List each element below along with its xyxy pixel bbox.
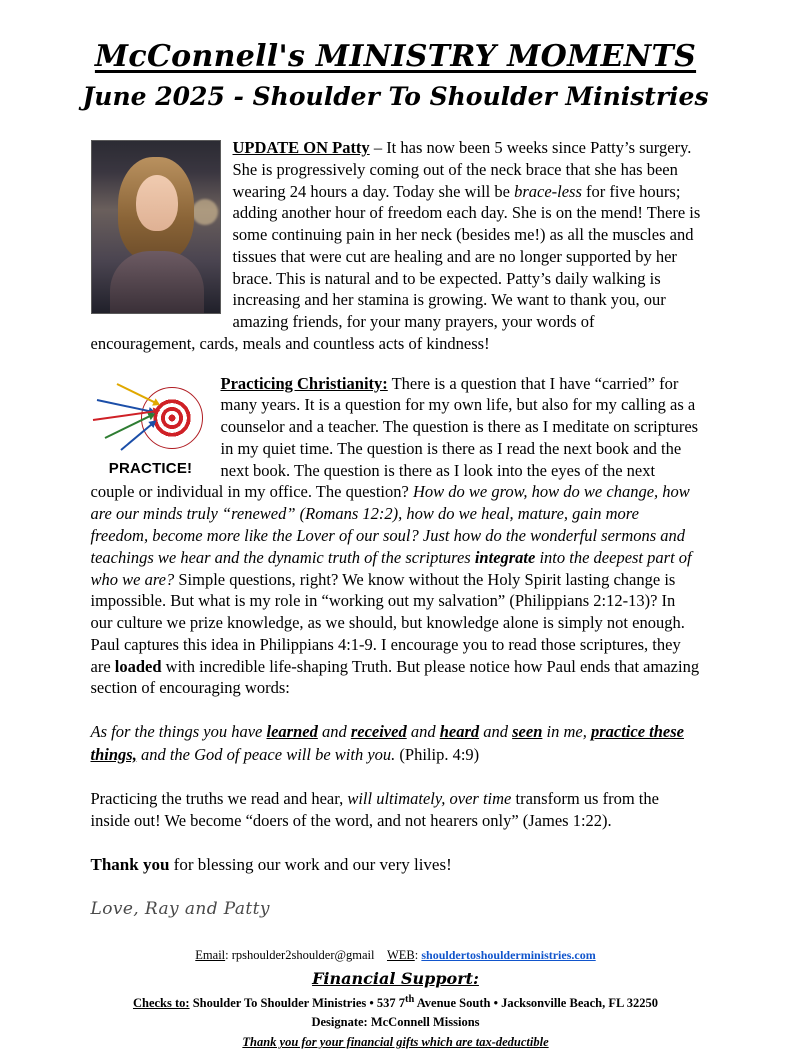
- financial-support-heading: Financial Support:: [312, 968, 479, 988]
- scripture-text-2: and: [317, 722, 351, 742]
- practicing-question-emphasis-cont: into the deepest part of who we are?: [90, 547, 692, 589]
- email-label: Email: [195, 948, 226, 963]
- practicing-text-1: There is a question that I have “carried” for many years. It is a question for my own life, but also for my calling as a counselor and a teacher. The question is there as I meditate on scriptures in my quiet time. The question is there as I read the next book and the next book. The question is there as I look into the eyes of the next couple or individual in my office. The question?: [90, 373, 699, 502]
- closing-text-1: Practicing the truths we read and hear,: [90, 789, 348, 809]
- closing-emphasis: will ultimately, over time: [347, 789, 512, 809]
- email-value: : rpshoulder2shoulder@gmail: [225, 948, 375, 963]
- practicing-heading: Practicing Christianity:: [220, 373, 388, 393]
- practicing-loaded-word: loaded: [114, 656, 162, 676]
- section-update-on-patty: [91, 137, 701, 355]
- thank-you-line: [91, 854, 701, 876]
- page-header: [0, 0, 791, 113]
- practice-target-figure: [91, 379, 211, 479]
- patty-emphasis-braceless: brace-less: [514, 181, 582, 201]
- closing-paragraph: [91, 788, 701, 832]
- scripture-text-1: As for the things you have: [90, 722, 267, 742]
- practicing-text-2: Simple questions, right? We know without the Holy Spirit lasting change is impossible. But what is my role in “working out my salvation” (Philippians 2:12-13)? In our culture we prize knowledge, as we should, but knowledge alone is simply not enough. Paul captures this idea in Philippians 4:1-9. I encourage you to read those scriptures, they are: [90, 569, 685, 676]
- footer-contact-line: Email: rpshoulder2shoulder@gmail WEB: shouldertoshoulderministries.com: [195, 948, 596, 963]
- scripture-quote: [91, 721, 701, 766]
- practicing-question-emphasis: How do we grow, how do we change, how are our minds truly “renewed” (Romans 12:2), how do we heal, mature, gain more freedom, become more like the Lover of our soul? Just how do the wonderful sermons and teachings we hear and the dynamic truth of the scriptures: [90, 482, 690, 567]
- scripture-text-3: and: [406, 722, 440, 742]
- photo-body: [110, 251, 204, 313]
- patty-text-2: for five hours; adding another hour of freedom each day. She is on the mend! There is some continuing pain in her neck (besides me!) as all the muscles and tissues that were cut are healing and are no longer supported by her brace. This is natural and to be expected. Patty’s daily walking is increasing and her stamina is growing. We want to thank you, our amazing friends, for your many prayers, your words of encouragement, cards, meals and countless acts of kindness!: [90, 181, 701, 353]
- photo-background-light: [192, 199, 218, 225]
- scripture-text-6: and the God of peace will be with you.: [136, 744, 396, 764]
- designate-value: : McConnell Missions: [363, 1015, 480, 1030]
- checks-label: Checks to:: [132, 996, 190, 1011]
- scripture-reference: (Philip. 4:9): [395, 744, 480, 764]
- scripture-text-5: in me,: [542, 722, 591, 742]
- checks-ordinal-suffix: th: [405, 994, 415, 1005]
- thank-you-bold: Thank you: [90, 854, 170, 874]
- practicing-text-3: with incredible life-shaping Truth. But please notice how Paul ends that amazing section of encouraging words:: [90, 656, 700, 698]
- practice-caption: PRACTICE!: [108, 459, 193, 477]
- scripture-text-4: and: [479, 722, 513, 742]
- scripture-word-heard: heard: [439, 722, 480, 742]
- newsletter-body: [91, 137, 701, 920]
- footer: [76, 946, 716, 1051]
- scripture-word-received: received: [350, 722, 407, 742]
- website-link[interactable]: shouldertoshoulderministries.com: [421, 948, 596, 963]
- patty-heading: UPDATE ON Patty: [232, 138, 370, 157]
- signature: Love, Ray and Patty: [90, 898, 270, 919]
- target-icon: [91, 379, 211, 457]
- scripture-phrase-practice: practice these things,: [90, 722, 684, 764]
- patty-text-1: – It has now been 5 weeks since Patty’s surgery. She is progressively coming out of the neck brace that she has been wearing 24 hours a day. Today she will be: [232, 138, 692, 201]
- photo-face: [136, 175, 178, 231]
- designate-line: [76, 1013, 716, 1031]
- closing-text-2: transform us from the inside out! We become “doers of the word, and not hearers only” (James 1:22).: [90, 789, 659, 830]
- patty-photo: [91, 140, 221, 314]
- scripture-word-learned: learned: [266, 722, 318, 742]
- practicing-integrate-word: integrate: [474, 547, 536, 567]
- thank-you-rest: for blessing our work and our very lives!: [169, 854, 452, 874]
- checks-line: [76, 992, 716, 1012]
- section-practicing-christianity: [91, 373, 701, 699]
- page-title: McConnell's MINISTRY MOMENTS: [94, 39, 697, 74]
- checks-value-2: Avenue South • Jacksonville Beach, FL 32250: [414, 996, 659, 1011]
- checks-value: Shoulder To Shoulder Ministries • 537 7: [189, 996, 405, 1011]
- scripture-word-seen: seen: [512, 722, 543, 742]
- designate-label: Designate: [311, 1015, 364, 1030]
- web-label: WEB: [386, 948, 415, 963]
- page-subtitle: June 2025 - Shoulder To Shoulder Ministries: [82, 81, 709, 111]
- tax-deductible-note: Thank you for your financial gifts which are tax-deductible: [242, 1035, 549, 1050]
